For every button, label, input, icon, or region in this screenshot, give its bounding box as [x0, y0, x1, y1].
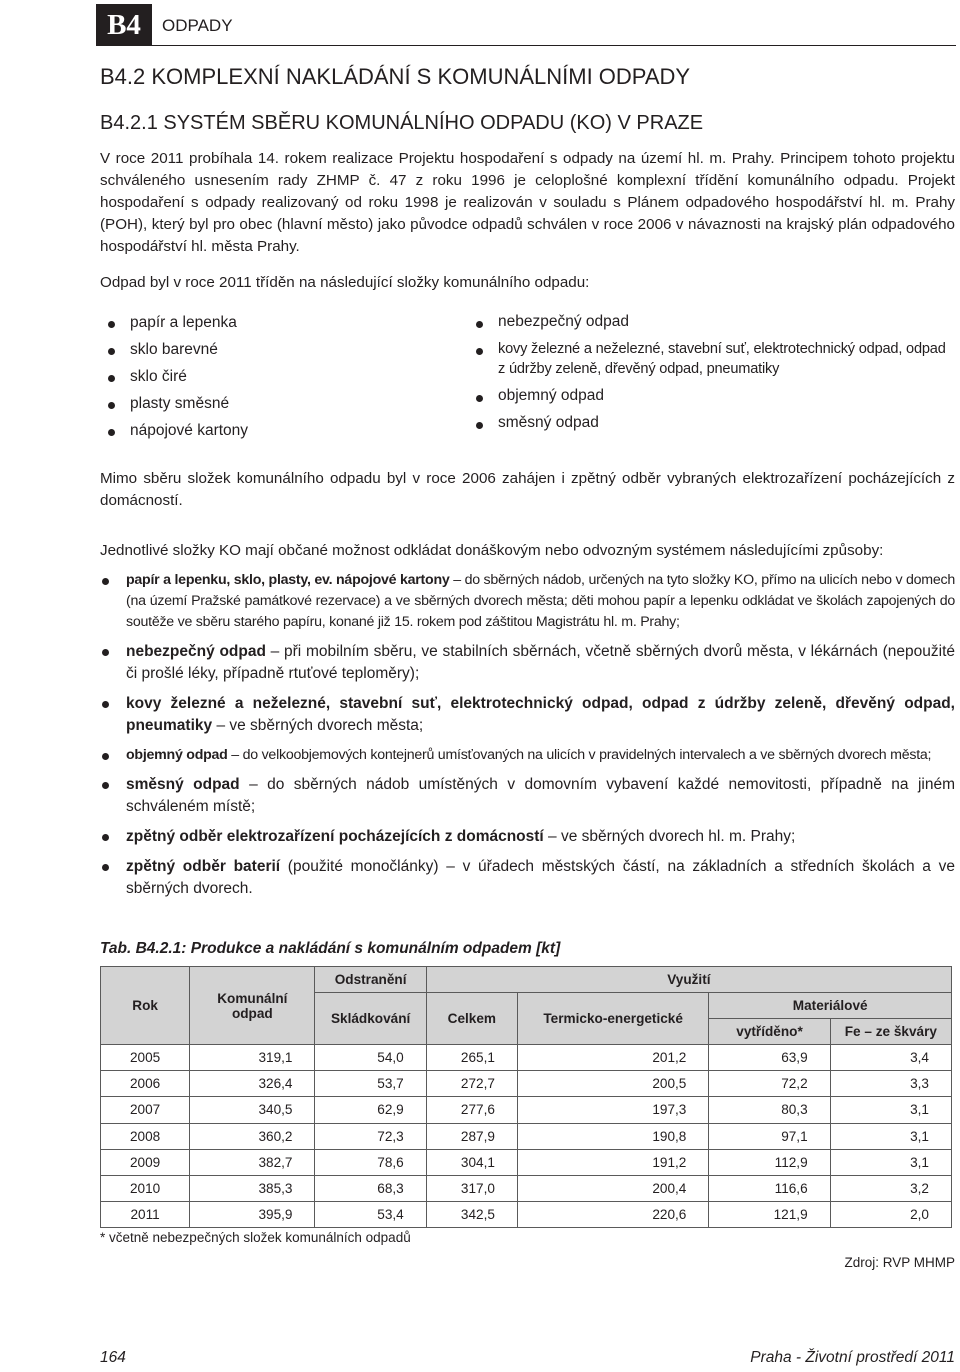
table-cell: 54,0	[315, 1045, 426, 1071]
table-cell: 53,7	[315, 1071, 426, 1097]
chapter-title: ODPADY	[162, 16, 233, 35]
way-text: – ve sběrných dvorech hl. m. Prahy;	[543, 828, 796, 845]
table-row	[101, 1071, 952, 1097]
table-cell: 200,4	[517, 1175, 708, 1201]
list-item	[100, 774, 955, 818]
list-item: kovy železné a neželezné, stavební suť, elektrotechnický odpad, odpad z údržby zeleně, dřevěný odpad, pneumatiky	[472, 339, 952, 379]
table-cell: 360,2	[190, 1123, 315, 1149]
table-cell: 395,9	[190, 1202, 315, 1228]
table-row	[101, 1202, 952, 1228]
table-cell: 385,3	[190, 1175, 315, 1201]
table-cell: 197,3	[517, 1097, 708, 1123]
table-cell: 63,9	[709, 1045, 830, 1071]
table-footnote: * včetně nebezpečných složek komunálních odpadů	[100, 1230, 411, 1245]
way-text: – při mobilním sběru, ve stabilních sběrnách, včetně sběrných dvorů města, v lékárnách (nepoužité či prošlé léky, případně rtuťové teploměry);	[126, 643, 955, 682]
subsection-heading: B4.2.1 SYSTÉM SBĚRU KOMUNÁLNÍHO ODPADU (KO) V PRAZE	[100, 112, 704, 134]
table-cell: 220,6	[517, 1202, 708, 1228]
table-cell: 317,0	[426, 1175, 517, 1201]
table-cell: 53,4	[315, 1202, 426, 1228]
table-row	[101, 1175, 952, 1201]
table-cell: 3,1	[830, 1097, 951, 1123]
list-item	[100, 826, 955, 848]
col-header-materialove: Materiálové	[709, 993, 952, 1019]
components-list-right	[472, 312, 952, 440]
table-cell: 190,8	[517, 1123, 708, 1149]
components-intro: Odpad byl v roce 2011 tříděn na následující složky komunálního odpadu:	[100, 274, 590, 291]
publication-footer: Praha - Životní prostředí 2011	[750, 1349, 955, 1366]
way-title: zpětný odběr baterií	[126, 858, 281, 875]
table-cell: 2009	[101, 1149, 190, 1175]
table-cell: 201,2	[517, 1045, 708, 1071]
table-cell: 97,1	[709, 1123, 830, 1149]
intro-paragraph: V roce 2011 probíhala 14. rokem realizace Projektu hospodaření s odpady na území hl. m. Prahy. Principem tohoto projektu schváleného usnesením rady ZHMP č. 47 z roku 1996 je celoplošné komplexní třídění komunálního odpadu. Projekt hospodaření s odpady realizovaný od roku 1998 je realizován v souladu s Plánem odpadového hospodářství hl. m. Prahy (POH), který byl pro obec (hlavní město) jako původce odpadů schválen v roce 2006 v návaznosti na krajský plán odpadového hospodářství hl. města Prahy.	[100, 150, 955, 255]
table-cell: 200,5	[517, 1071, 708, 1097]
col-header-rok: Rok	[101, 967, 190, 1045]
table-cell: 319,1	[190, 1045, 315, 1071]
list-item: nápojové kartony	[104, 420, 248, 447]
header-rule	[152, 45, 956, 46]
components-list-left	[104, 312, 248, 447]
table-cell: 287,9	[426, 1123, 517, 1149]
col-header-vytrideno: vytříděno*	[709, 1019, 830, 1045]
table-cell: 2010	[101, 1175, 190, 1201]
table-source: Zdroj: RVP MHMP	[844, 1255, 955, 1270]
table-cell: 2005	[101, 1045, 190, 1071]
list-item	[100, 641, 955, 685]
table-cell: 121,9	[709, 1202, 830, 1228]
list-item: plasty směsné	[104, 393, 248, 420]
table-cell: 80,3	[709, 1097, 830, 1123]
page-header	[96, 4, 956, 46]
section-heading: B4.2 KOMPLEXNÍ NAKLÁDÁNÍ S KOMUNÁLNÍMI ODPADY	[100, 64, 691, 89]
col-header-vyuziti: Využití	[426, 967, 951, 993]
list-item: sklo čiré	[104, 366, 248, 393]
table-cell: 3,3	[830, 1071, 951, 1097]
table-cell: 265,1	[426, 1045, 517, 1071]
way-title: kovy železné a neželezné, stavební suť, elektrotechnický odpad, odpad z údržby zeleně, dřevěný odpad, pneumatiky	[126, 695, 955, 734]
list-item	[100, 570, 955, 633]
way-title: objemný odpad	[126, 747, 228, 763]
way-text: – do sběrných nádob, určených na tyto složky KO, přímo na ulicích nebo v domech (na území Pražské památkové rezervace) a ve sběrných dvorech města; děti mohou papír a lepenku odkládat ve školách zapojených do soutěže ve sběru starého papíru, konané již 15. rokem pod záštitou Magistrátu hl. m. Prahy;	[126, 572, 955, 630]
table-cell: 340,5	[190, 1097, 315, 1123]
col-header-odstraneni: Odstranění	[315, 967, 426, 993]
table-cell: 2006	[101, 1071, 190, 1097]
table-cell: 2,0	[830, 1202, 951, 1228]
table-cell: 72,3	[315, 1123, 426, 1149]
table-cell: 3,4	[830, 1045, 951, 1071]
list-item: nebezpečný odpad	[472, 312, 952, 332]
way-title: nebezpečný odpad	[126, 643, 266, 660]
way-title: směsný odpad	[126, 776, 240, 793]
col-header-skladkovani: Skládkování	[315, 993, 426, 1045]
disposal-ways-list	[100, 570, 955, 908]
table-row	[101, 1045, 952, 1071]
table-cell: 3,1	[830, 1123, 951, 1149]
table-cell: 326,4	[190, 1071, 315, 1097]
table-cell: 342,5	[426, 1202, 517, 1228]
col-header-celkem: Celkem	[426, 993, 517, 1045]
chapter-badge: B4	[96, 4, 152, 46]
table-cell: 191,2	[517, 1149, 708, 1175]
table-cell: 2007	[101, 1097, 190, 1123]
table-caption: Tab. B4.2.1: Produkce a nakládání s komunálním odpadem [kt]	[100, 940, 561, 957]
table-row	[101, 1149, 952, 1175]
table-cell: 3,1	[830, 1149, 951, 1175]
table-cell: 277,6	[426, 1097, 517, 1123]
way-text: – ve sběrných dvorech města;	[212, 717, 424, 734]
electro-paragraph: Mimo sběru složek komunálního odpadu byl v roce 2006 zahájen i zpětný odběr vybraných elektrozařízení pocházejících z domácností.	[100, 470, 955, 509]
table-cell: 112,9	[709, 1149, 830, 1175]
table-cell: 116,6	[709, 1175, 830, 1201]
list-item	[100, 745, 955, 766]
list-item	[100, 693, 955, 737]
table-cell: 68,3	[315, 1175, 426, 1201]
col-header-komunalni: Komunální odpad	[190, 967, 315, 1045]
table-cell: 3,2	[830, 1175, 951, 1201]
col-header-fe: Fe – ze škváry	[830, 1019, 951, 1045]
waste-table	[100, 966, 952, 1228]
table-cell: 304,1	[426, 1149, 517, 1175]
way-title: zpětný odběr elektrozařízení pocházejících z domácností	[126, 828, 544, 845]
table-cell: 382,7	[190, 1149, 315, 1175]
way-text: (použité monočlánky) – v úřadech městských částí, na základních a středních školách a ve sběrných dvorech.	[126, 858, 955, 897]
list-item: sklo barevné	[104, 339, 248, 366]
table-cell: 72,2	[709, 1071, 830, 1097]
table-cell: 62,9	[315, 1097, 426, 1123]
table-cell: 78,6	[315, 1149, 426, 1175]
table-cell: 272,7	[426, 1071, 517, 1097]
list-item: papír a lepenka	[104, 312, 248, 339]
way-text: – do velkoobjemových kontejnerů umísťovaných na ulicích v pravidelných intervalech a ve sběrných dvorech města;	[227, 747, 932, 763]
way-title: papír a lepenku, sklo, plasty, ev. nápojové kartony	[126, 572, 450, 588]
list-item: směsný odpad	[472, 413, 952, 433]
way-text: – do sběrných nádob umístěných v domovním vybavení každé nemovitosti, případně na jiném schváleném místě;	[126, 776, 955, 815]
ways-intro: Jednotlivé složky KO mají občané možnost odkládat donáškovým nebo odvozným systémem následujícími způsoby:	[100, 542, 884, 559]
col-header-termicke: Termicko-energetické	[517, 993, 708, 1045]
table-cell: 2008	[101, 1123, 190, 1149]
table-row	[101, 1097, 952, 1123]
list-item	[100, 856, 955, 900]
list-item: objemný odpad	[472, 386, 952, 406]
table-cell: 2011	[101, 1202, 190, 1228]
table-row	[101, 1123, 952, 1149]
page-number: 164	[100, 1349, 126, 1366]
